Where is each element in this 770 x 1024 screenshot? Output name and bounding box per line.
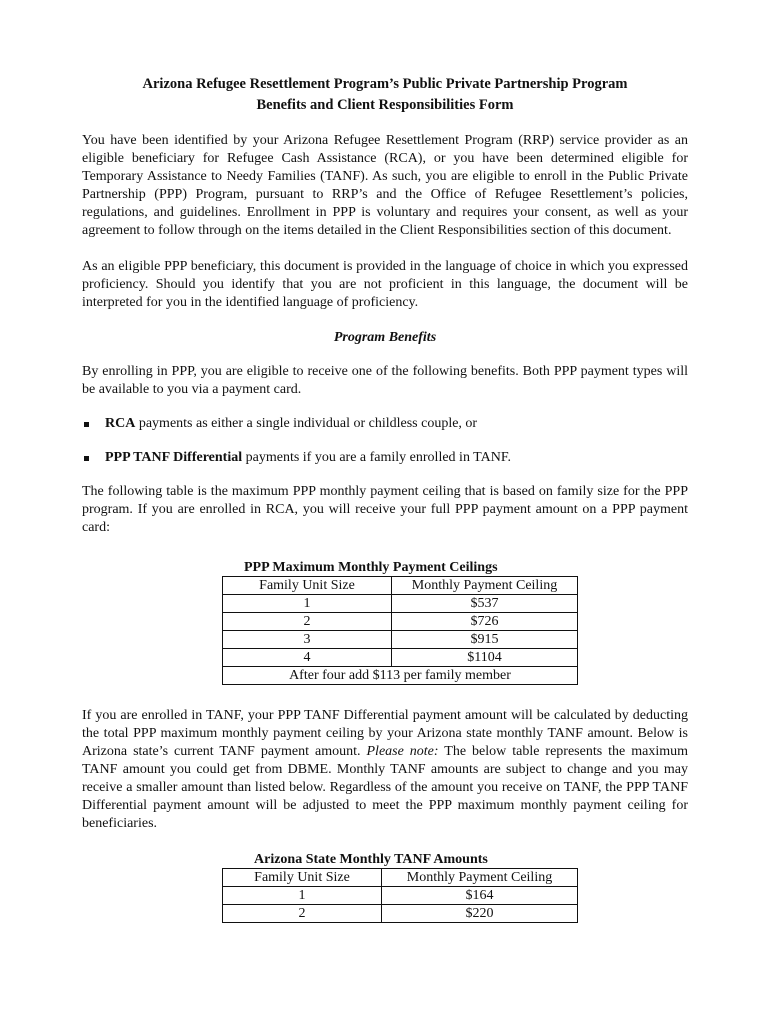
table-header-row [223, 869, 578, 887]
tanf-paragraph-part-a: If you are enrolled in TANF, your PPP TANF Differential payment amount will be calculated by deducting the total PPP maximum monthly payment ceiling by your Arizona state monthly TANF amount. Below is Arizona state’s current TANF payment amount. [82, 708, 688, 759]
table-cell: 3 [223, 631, 392, 649]
bullet-icon [84, 456, 89, 461]
table-cell: 1 [223, 595, 392, 613]
intro-paragraph: You have been identified by your Arizona Refugee Resettlement Program (RRP) service provider as an eligible beneficiary for Refugee Cash Assistance (RCA), or you have been determined eligible for Temporary Assistance to Needy Families (TANF). As such, you are eligible to enroll in the Public Private Partnership (PPP) Program, pursuant to RRP’s and the Office of Refugee Resettlement’s policies, regulations, and guidelines. Enrollment in PPP is voluntary and requires your consent, as well as your agreement to follow through on the items detailed in the Client Responsibilities section of this document. [82, 133, 688, 238]
table-row [223, 595, 578, 613]
table-cell: 2 [223, 905, 382, 923]
table-cell: $726 [392, 613, 578, 631]
table-cell: 2 [223, 613, 392, 631]
table-footer-cell: After four add $113 per family member [223, 667, 578, 685]
table-footer-row [223, 667, 578, 685]
table-row [223, 905, 578, 923]
table-cell: $537 [392, 595, 578, 613]
tanf-note-label: Please note: [366, 744, 439, 759]
table-header-cell: Monthly Payment Ceiling [382, 869, 578, 887]
program-benefits-heading: Program Benefits [333, 330, 437, 345]
table-cell: $164 [382, 887, 578, 905]
bullet-icon [84, 422, 89, 427]
table-row [223, 631, 578, 649]
ppp-table-caption: PPP Maximum Monthly Payment Ceilings [244, 560, 498, 575]
table-cell: $915 [392, 631, 578, 649]
tanf-amounts-table-block [222, 851, 578, 923]
tanf-paragraph [82, 707, 688, 833]
table-cell: $220 [382, 905, 578, 923]
language-paragraph: As an eligible PPP beneficiary, this document is provided in the language of choice in which you expressed proficiency. Should you identify that you are not proficient in this language, the document will be interpreted for you in the identified language of proficiency. [82, 259, 688, 310]
benefit-name: RCA [105, 416, 136, 431]
benefits-list [82, 415, 688, 467]
table-header-row [223, 577, 578, 595]
table-header-cell: Family Unit Size [223, 577, 392, 595]
list-item [82, 449, 688, 467]
title-line-2: Benefits and Client Responsibilities Form [256, 97, 514, 113]
benefit-description: payments as either a single individual or childless couple, or [135, 416, 478, 431]
list-item [82, 415, 688, 433]
table-cell: 4 [223, 649, 392, 667]
document-title [82, 74, 688, 116]
tanf-table-caption: Arizona State Monthly TANF Amounts [254, 852, 488, 867]
ppp-ceiling-table [222, 576, 578, 685]
ppp-ceiling-table-block [222, 559, 578, 685]
tanf-amounts-table [222, 868, 578, 923]
tanf-paragraph-part-b: The below table represents the maximum TANF amount you could get from DBME. Monthly TANF amounts are subject to change and you may receive a smaller amount than listed below. Regardless of the amount you receive on TANF, the PPP TANF Differential payment amount will be adjusted to meet the PPP maximum monthly payment ceiling for beneficiaries. [82, 744, 689, 831]
table-header-cell: Monthly Payment Ceiling [392, 577, 578, 595]
benefit-description: payments if you are a family enrolled in TANF. [242, 450, 512, 465]
table-row [223, 887, 578, 905]
benefit-name: PPP TANF Differential [105, 450, 243, 465]
ceiling-paragraph: The following table is the maximum PPP monthly payment ceiling that is based on family size for the PPP program. If you are enrolled in RCA, you will receive your full PPP payment amount on a PPP payment card: [82, 484, 688, 535]
table-row [223, 613, 578, 631]
benefits-intro-paragraph: By enrolling in PPP, you are eligible to receive one of the following benefits. Both PPP payment types will be available to you via a payment card. [82, 364, 688, 397]
document-page [82, 74, 688, 923]
title-line-1: Arizona Refugee Resettlement Program’s Public Private Partnership Program [142, 76, 628, 92]
table-cell: $1104 [392, 649, 578, 667]
table-row [223, 649, 578, 667]
table-header-cell: Family Unit Size [223, 869, 382, 887]
table-cell: 1 [223, 887, 382, 905]
